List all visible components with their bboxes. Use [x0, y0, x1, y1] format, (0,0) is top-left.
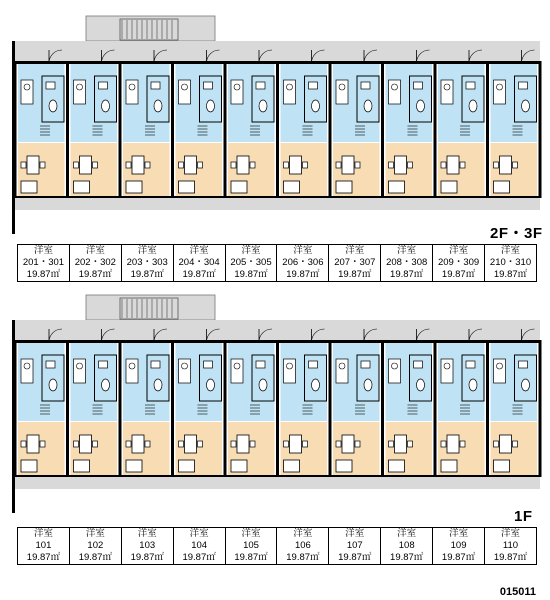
party-wall — [171, 61, 174, 198]
unit-type: 洋室 — [241, 245, 261, 256]
chair-icon — [179, 162, 184, 168]
chair-icon — [198, 162, 203, 168]
unit-area: 19.87㎡ — [182, 269, 216, 280]
washbasin-icon — [99, 82, 108, 89]
unit-cell — [329, 528, 381, 565]
table-icon — [395, 156, 407, 174]
washbasin-icon — [466, 82, 475, 89]
washbasin-icon — [256, 82, 265, 89]
unit-cell — [69, 245, 121, 282]
unit-type: 洋室 — [85, 528, 105, 539]
table-icon — [500, 435, 512, 453]
unit-cell — [485, 245, 537, 282]
party-wall — [539, 340, 542, 477]
bed-icon — [231, 181, 247, 193]
outer-wall-left — [12, 320, 15, 513]
kitchen-icon — [336, 359, 348, 383]
unit-cell — [381, 245, 433, 282]
unit-cell — [277, 245, 329, 282]
kitchen-icon — [231, 80, 243, 104]
party-wall — [66, 61, 69, 198]
party-wall — [539, 61, 542, 198]
unit-type: 洋室 — [137, 528, 157, 539]
unit-number: 202・302 — [74, 257, 116, 268]
unit-area: 19.87㎡ — [390, 552, 424, 563]
unit-number: 203・303 — [126, 257, 168, 268]
table-icon — [342, 156, 354, 174]
washbasin-icon — [256, 361, 265, 368]
washbasin-icon — [466, 361, 475, 368]
chair-icon — [21, 162, 26, 168]
kitchen-icon — [179, 359, 191, 383]
party-wall — [66, 340, 69, 477]
chair-icon — [284, 162, 289, 168]
unit-area: 19.87㎡ — [493, 552, 528, 563]
room-table-upper — [17, 244, 537, 282]
unit-area: 19.87㎡ — [338, 552, 372, 563]
outer-wall-bottom — [15, 475, 540, 477]
unit-area: 19.87㎡ — [234, 269, 268, 280]
unit-type: 洋室 — [501, 528, 521, 539]
toilet-icon — [207, 100, 215, 112]
bed-icon — [284, 181, 300, 193]
unit-area: 19.87㎡ — [286, 269, 320, 280]
washbasin-icon — [361, 82, 370, 89]
unit-cell — [18, 245, 70, 282]
table-icon — [237, 156, 249, 174]
washbasin-icon — [519, 361, 528, 368]
bed-icon — [21, 181, 37, 193]
chair-icon — [408, 441, 413, 447]
chair-icon — [284, 441, 289, 447]
unit-type: 洋室 — [397, 528, 417, 539]
kitchen-icon — [389, 80, 401, 104]
toilet-icon — [49, 100, 57, 112]
unit-number: 209・309 — [437, 257, 480, 268]
unit-cell — [121, 528, 173, 565]
unit-cell — [433, 528, 485, 565]
unit-number: 201・301 — [22, 257, 65, 268]
chair-icon — [40, 162, 45, 168]
washbasin-icon — [204, 82, 213, 89]
unit-type: 洋室 — [189, 528, 209, 539]
unit-cell — [225, 245, 277, 282]
unit-area: 19.87㎡ — [234, 552, 268, 563]
unit-number: 104 — [191, 540, 208, 551]
table-icon — [132, 435, 144, 453]
party-wall — [224, 61, 227, 198]
unit-area: 19.87㎡ — [441, 552, 476, 563]
chair-icon — [40, 441, 45, 447]
unit-cell — [69, 528, 121, 565]
chair-icon — [441, 441, 446, 447]
chair-icon — [126, 441, 131, 447]
chair-icon — [93, 441, 98, 447]
chair-icon — [303, 441, 308, 447]
bed-icon — [336, 460, 352, 472]
washbasin-icon — [519, 82, 528, 89]
toilet-icon — [469, 379, 477, 391]
outer-wall-left — [12, 41, 15, 234]
toilet-icon — [417, 379, 425, 391]
unit-type: 洋室 — [449, 528, 469, 539]
unit-type: 洋室 — [501, 245, 521, 256]
unit-type: 洋室 — [137, 245, 157, 256]
chair-icon — [355, 162, 360, 168]
chair-icon — [145, 441, 150, 447]
chair-icon — [126, 162, 131, 168]
unit-area: 19.87㎡ — [338, 269, 372, 280]
unit-cell — [329, 245, 381, 282]
chair-icon — [389, 441, 394, 447]
chair-icon — [231, 441, 236, 447]
toilet-icon — [364, 100, 372, 112]
party-wall — [276, 340, 279, 477]
balcony — [15, 475, 540, 489]
table-icon — [185, 156, 197, 174]
floor-label-ground: 1F — [514, 508, 533, 525]
unit-type: 洋室 — [345, 528, 365, 539]
chair-icon — [336, 441, 341, 447]
kitchen-icon — [126, 80, 138, 104]
chair-icon — [231, 162, 236, 168]
chair-icon — [303, 162, 308, 168]
unit-cell — [173, 528, 225, 565]
kitchen-icon — [21, 359, 33, 383]
document-code: 015011 — [499, 586, 536, 598]
bed-icon — [389, 460, 405, 472]
stair-tower — [86, 16, 215, 41]
table-icon — [500, 156, 512, 174]
unit-area: 19.87㎡ — [493, 269, 528, 280]
kitchen-icon — [179, 80, 191, 104]
table-icon — [27, 435, 39, 453]
party-wall — [329, 340, 332, 477]
chair-icon — [513, 162, 518, 168]
unit-cell — [485, 528, 537, 565]
kitchen-icon — [441, 80, 453, 104]
chair-icon — [460, 162, 465, 168]
bed-icon — [494, 460, 510, 472]
chair-icon — [389, 162, 394, 168]
unit-number: 105 — [243, 540, 259, 551]
chair-icon — [494, 441, 499, 447]
bed-icon — [231, 460, 247, 472]
chair-icon — [74, 162, 79, 168]
unit-number: 206・306 — [282, 257, 324, 268]
toilet-icon — [312, 379, 320, 391]
chair-icon — [250, 441, 255, 447]
outer-wall-top — [15, 340, 540, 343]
unit-area: 19.87㎡ — [182, 552, 216, 563]
floor-plan-ground — [12, 295, 542, 513]
table-icon — [185, 435, 197, 453]
unit-number: 110 — [502, 540, 519, 551]
table-icon — [27, 156, 39, 174]
chair-icon — [513, 441, 518, 447]
unit-area: 19.87㎡ — [441, 269, 476, 280]
unit-number: 205・305 — [230, 257, 272, 268]
chair-icon — [179, 441, 184, 447]
floor-label-upper: 2F・3F — [490, 225, 543, 242]
unit-type: 洋室 — [293, 528, 313, 539]
toilet-icon — [49, 379, 57, 391]
washbasin-icon — [361, 361, 370, 368]
washbasin-icon — [46, 82, 55, 89]
party-wall — [434, 340, 437, 477]
bed-icon — [126, 460, 142, 472]
washbasin-icon — [46, 361, 55, 368]
chair-icon — [441, 162, 446, 168]
party-wall — [381, 340, 384, 477]
unit-cell — [121, 245, 173, 282]
bed-icon — [179, 460, 195, 472]
unit-number: 109 — [450, 540, 467, 551]
unit-number: 106 — [294, 540, 311, 551]
chair-icon — [336, 162, 341, 168]
chair-icon — [21, 441, 26, 447]
chair-icon — [198, 441, 203, 447]
washbasin-icon — [414, 82, 423, 89]
table-icon — [237, 435, 249, 453]
kitchen-icon — [284, 359, 296, 383]
bed-icon — [21, 460, 37, 472]
unit-number: 208・308 — [386, 257, 428, 268]
room-table-ground — [17, 527, 537, 565]
unit-type: 洋室 — [33, 245, 53, 256]
toilet-icon — [469, 100, 477, 112]
unit-cell — [225, 528, 277, 565]
toilet-icon — [154, 379, 162, 391]
unit-area: 19.87㎡ — [26, 269, 61, 280]
unit-type: 洋室 — [397, 245, 417, 256]
table-icon — [80, 435, 92, 453]
toilet-icon — [417, 100, 425, 112]
unit-cell — [173, 245, 225, 282]
kitchen-icon — [21, 80, 33, 104]
unit-type: 洋室 — [345, 245, 365, 256]
washbasin-icon — [414, 361, 423, 368]
toilet-icon — [312, 100, 320, 112]
table-icon — [80, 156, 92, 174]
kitchen-icon — [284, 80, 296, 104]
unit-type: 洋室 — [33, 528, 53, 539]
kitchen-icon — [74, 359, 86, 383]
unit-number: 108 — [398, 540, 415, 551]
kitchen-icon — [441, 359, 453, 383]
table-icon — [290, 156, 302, 174]
unit-number: 210・310 — [489, 257, 532, 268]
kitchen-icon — [126, 359, 138, 383]
unit-cell — [433, 245, 485, 282]
bed-icon — [441, 460, 457, 472]
toilet-icon — [154, 100, 162, 112]
chair-icon — [145, 162, 150, 168]
washbasin-icon — [151, 82, 160, 89]
party-wall — [486, 340, 489, 477]
floor-plan-upper — [12, 16, 542, 234]
bed-icon — [179, 181, 195, 193]
washbasin-icon — [309, 361, 318, 368]
unit-type: 洋室 — [241, 528, 261, 539]
unit-area: 19.87㎡ — [390, 269, 424, 280]
party-wall — [119, 61, 122, 198]
bed-icon — [74, 460, 90, 472]
washbasin-icon — [151, 361, 160, 368]
unit-cell — [277, 528, 329, 565]
table-icon — [395, 435, 407, 453]
unit-cell — [381, 528, 433, 565]
table-icon — [342, 435, 354, 453]
unit-area: 19.87㎡ — [78, 552, 112, 563]
table-icon — [290, 435, 302, 453]
toilet-icon — [207, 379, 215, 391]
common-corridor — [15, 320, 540, 342]
table-icon — [447, 435, 459, 453]
unit-number: 107 — [346, 540, 363, 551]
unit-area: 19.87㎡ — [130, 269, 164, 280]
kitchen-icon — [389, 359, 401, 383]
common-corridor — [15, 41, 540, 63]
party-wall — [224, 340, 227, 477]
party-wall — [486, 61, 489, 198]
toilet-icon — [259, 379, 267, 391]
bed-icon — [336, 181, 352, 193]
toilet-icon — [102, 100, 110, 112]
kitchen-icon — [494, 80, 506, 104]
toilet-icon — [259, 100, 267, 112]
bed-icon — [284, 460, 300, 472]
washbasin-icon — [204, 361, 213, 368]
bed-icon — [74, 181, 90, 193]
toilet-icon — [102, 379, 110, 391]
kitchen-icon — [494, 359, 506, 383]
chair-icon — [250, 162, 255, 168]
unit-area: 19.87㎡ — [78, 269, 112, 280]
unit-type: 洋室 — [449, 245, 469, 256]
unit-number: 103 — [139, 540, 156, 551]
outer-wall-top — [15, 61, 540, 64]
party-wall — [119, 340, 122, 477]
chair-icon — [494, 162, 499, 168]
balcony — [15, 196, 540, 210]
chair-icon — [408, 162, 413, 168]
unit-number: 204・304 — [178, 257, 220, 268]
bed-icon — [441, 181, 457, 193]
chair-icon — [74, 441, 79, 447]
kitchen-icon — [336, 80, 348, 104]
outer-wall-bottom — [15, 196, 540, 198]
washbasin-icon — [309, 82, 318, 89]
chair-icon — [460, 441, 465, 447]
party-wall — [276, 61, 279, 198]
toilet-icon — [522, 379, 530, 391]
unit-type: 洋室 — [85, 245, 105, 256]
table-icon — [132, 156, 144, 174]
unit-area: 19.87㎡ — [286, 552, 320, 563]
bed-icon — [389, 181, 405, 193]
table-icon — [447, 156, 459, 174]
toilet-icon — [522, 100, 530, 112]
bed-icon — [126, 181, 142, 193]
party-wall — [171, 340, 174, 477]
unit-number: 207・307 — [334, 257, 376, 268]
party-wall — [329, 61, 332, 198]
stair-tower — [86, 295, 215, 320]
kitchen-icon — [231, 359, 243, 383]
unit-area: 19.87㎡ — [26, 552, 61, 563]
unit-number: 102 — [87, 540, 104, 551]
chair-icon — [355, 441, 360, 447]
bed-icon — [494, 181, 510, 193]
unit-area: 19.87㎡ — [130, 552, 164, 563]
unit-type: 洋室 — [293, 245, 313, 256]
kitchen-icon — [74, 80, 86, 104]
party-wall — [434, 61, 437, 198]
unit-number: 101 — [35, 540, 52, 551]
chair-icon — [93, 162, 98, 168]
unit-type: 洋室 — [189, 245, 209, 256]
washbasin-icon — [99, 361, 108, 368]
party-wall — [381, 61, 384, 198]
toilet-icon — [364, 379, 372, 391]
unit-cell — [18, 528, 70, 565]
